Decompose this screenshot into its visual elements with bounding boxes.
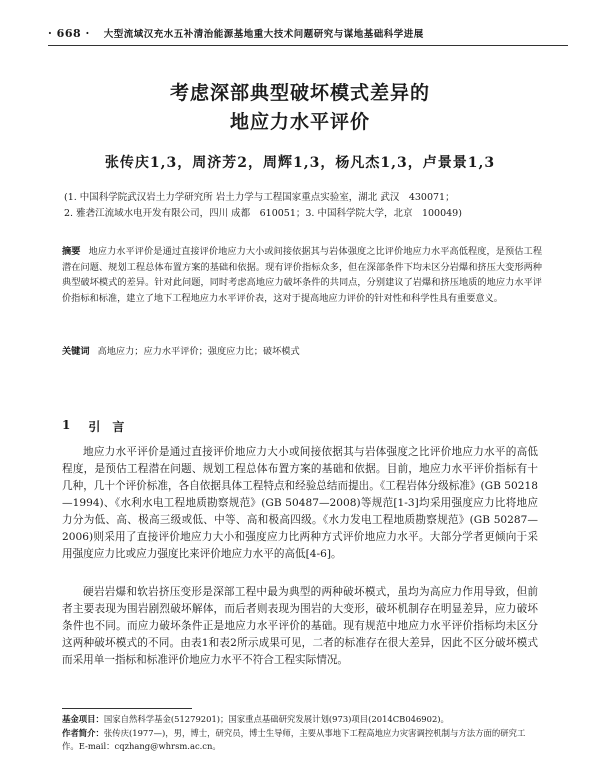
affiliation-line-1: (1. 中国科学院武汉岩土力学研究所 岩土力学与工程国家重点实验室，湖北 武汉 430071；	[64, 192, 455, 203]
footnote-funding	[62, 713, 538, 726]
affiliation-line-2: 2. 雅砻江流域水电开发有限公司，四川 成都 610051；3. 中国科学院大学，北京 100049)	[64, 208, 462, 219]
running-header	[48, 26, 568, 46]
author-list: 张传庆1,3，周济芳2，周辉1,3，杨凡杰1,3，卢景景1,3	[104, 155, 496, 171]
abstract-label: 摘要	[62, 246, 81, 257]
paper-title-line-1: 考虑深部典型破坏模式差异的	[169, 82, 430, 104]
journal-issue-title: 大型流域汉充水五补清治能源基地重大技术问题研究与谋地基础科学进展	[103, 29, 424, 40]
section-heading	[62, 418, 124, 435]
section-number: 1	[62, 418, 71, 432]
footnote-author-bio	[62, 727, 538, 753]
author-bio-text: 张传庆(1977—)，男，博士，研究员，博士生导师，主要从事地下工程高地应力灾害调控机制与方法方面的研究工作。E-mail：cqzhang@whrsm.ac.cn。	[62, 728, 526, 751]
author-bio-label: 作者简介：	[62, 728, 104, 738]
keywords-label: 关键词	[62, 346, 90, 357]
funding-text: 国家自然科学基金(51279201)；国家重点基础研究发展计划(973)项目(2014CB046902)。	[103, 714, 449, 724]
section-title: 引 言	[88, 420, 125, 434]
body-paragraph-2: 硬岩岩爆和软岩挤压变形是深部工程中最为典型的两种破坏模式，虽均为高应力作用导致，但前者主要表现为围岩剧烈破坏解体，而后者则表现为围岩的大变形，破坏机制存在明显差异，应力破坏条件也不同。而应力破坏条件正是地应力水平评价的基础。现有规范中地应力水平评价指标均未区分这两种破坏模式的不同。由表1和表2所示成果可见，二者的标准存在很大差异，因此不区分破坏模式而采用单一指标和标准评价地应力水平不符合工程实际情况。	[62, 586, 538, 666]
paper-title-line-2: 地应力水平评价	[229, 111, 370, 133]
funding-label: 基金项目：	[62, 714, 104, 724]
footnote-divider	[62, 708, 192, 709]
body-paragraph-1: 地应力水平评价是通过直接评价地应力大小或间接依据其与岩体强度之比评价地应力水平的高低程度，是预估工程潜在问题、规划工程总体布置方案的基础和依据。目前，地应力水平评价指标有十几种，几十个评价标准，各自依据具体工程特点和经验总结而提出。《工程岩体分级标准》(GB 50218—1994)、《水利水电工程地质勘察规范》(GB 50487—2008)等规范[1-3]均采用强度应力比将地应力分为低、高、极高三级或低、中等、高和极高四级。《水力发电工程地质勘察规范》(GB 50287—2006)则采用了直接评价地应力大小和强度应力比两种方式评价地应力水平。大部分学者更倾向于采用强度应力比或应力强度比来评价地应力水平的高低[4-6]。	[62, 446, 538, 560]
abstract	[62, 244, 542, 306]
abstract-text: 地应力水平评价是通过直接评价地应力大小或间接依据其与岩体强度之比评价地应力水平高低程度，是预估工程潜在问题、规划工程总体布置方案的基础和依据。现有评价指标众多，但在深部条件下均未区分岩爆和挤压大变形两种典型破坏模式的差异。针对此问题，同时考虑高地应力破坏条件的共同点，分别建议了岩爆和挤压地质的地应力水平评价指标和标准，建立了地下工程地应力水平评价表，这对于提高地应力评价的针对性和科学性具有重要意义。	[62, 246, 543, 304]
page-number: · 668 ·	[48, 27, 90, 40]
keywords	[62, 344, 542, 359]
keywords-text: 高地应力；应力水平评价；强度应力比；破坏模式	[97, 346, 300, 357]
